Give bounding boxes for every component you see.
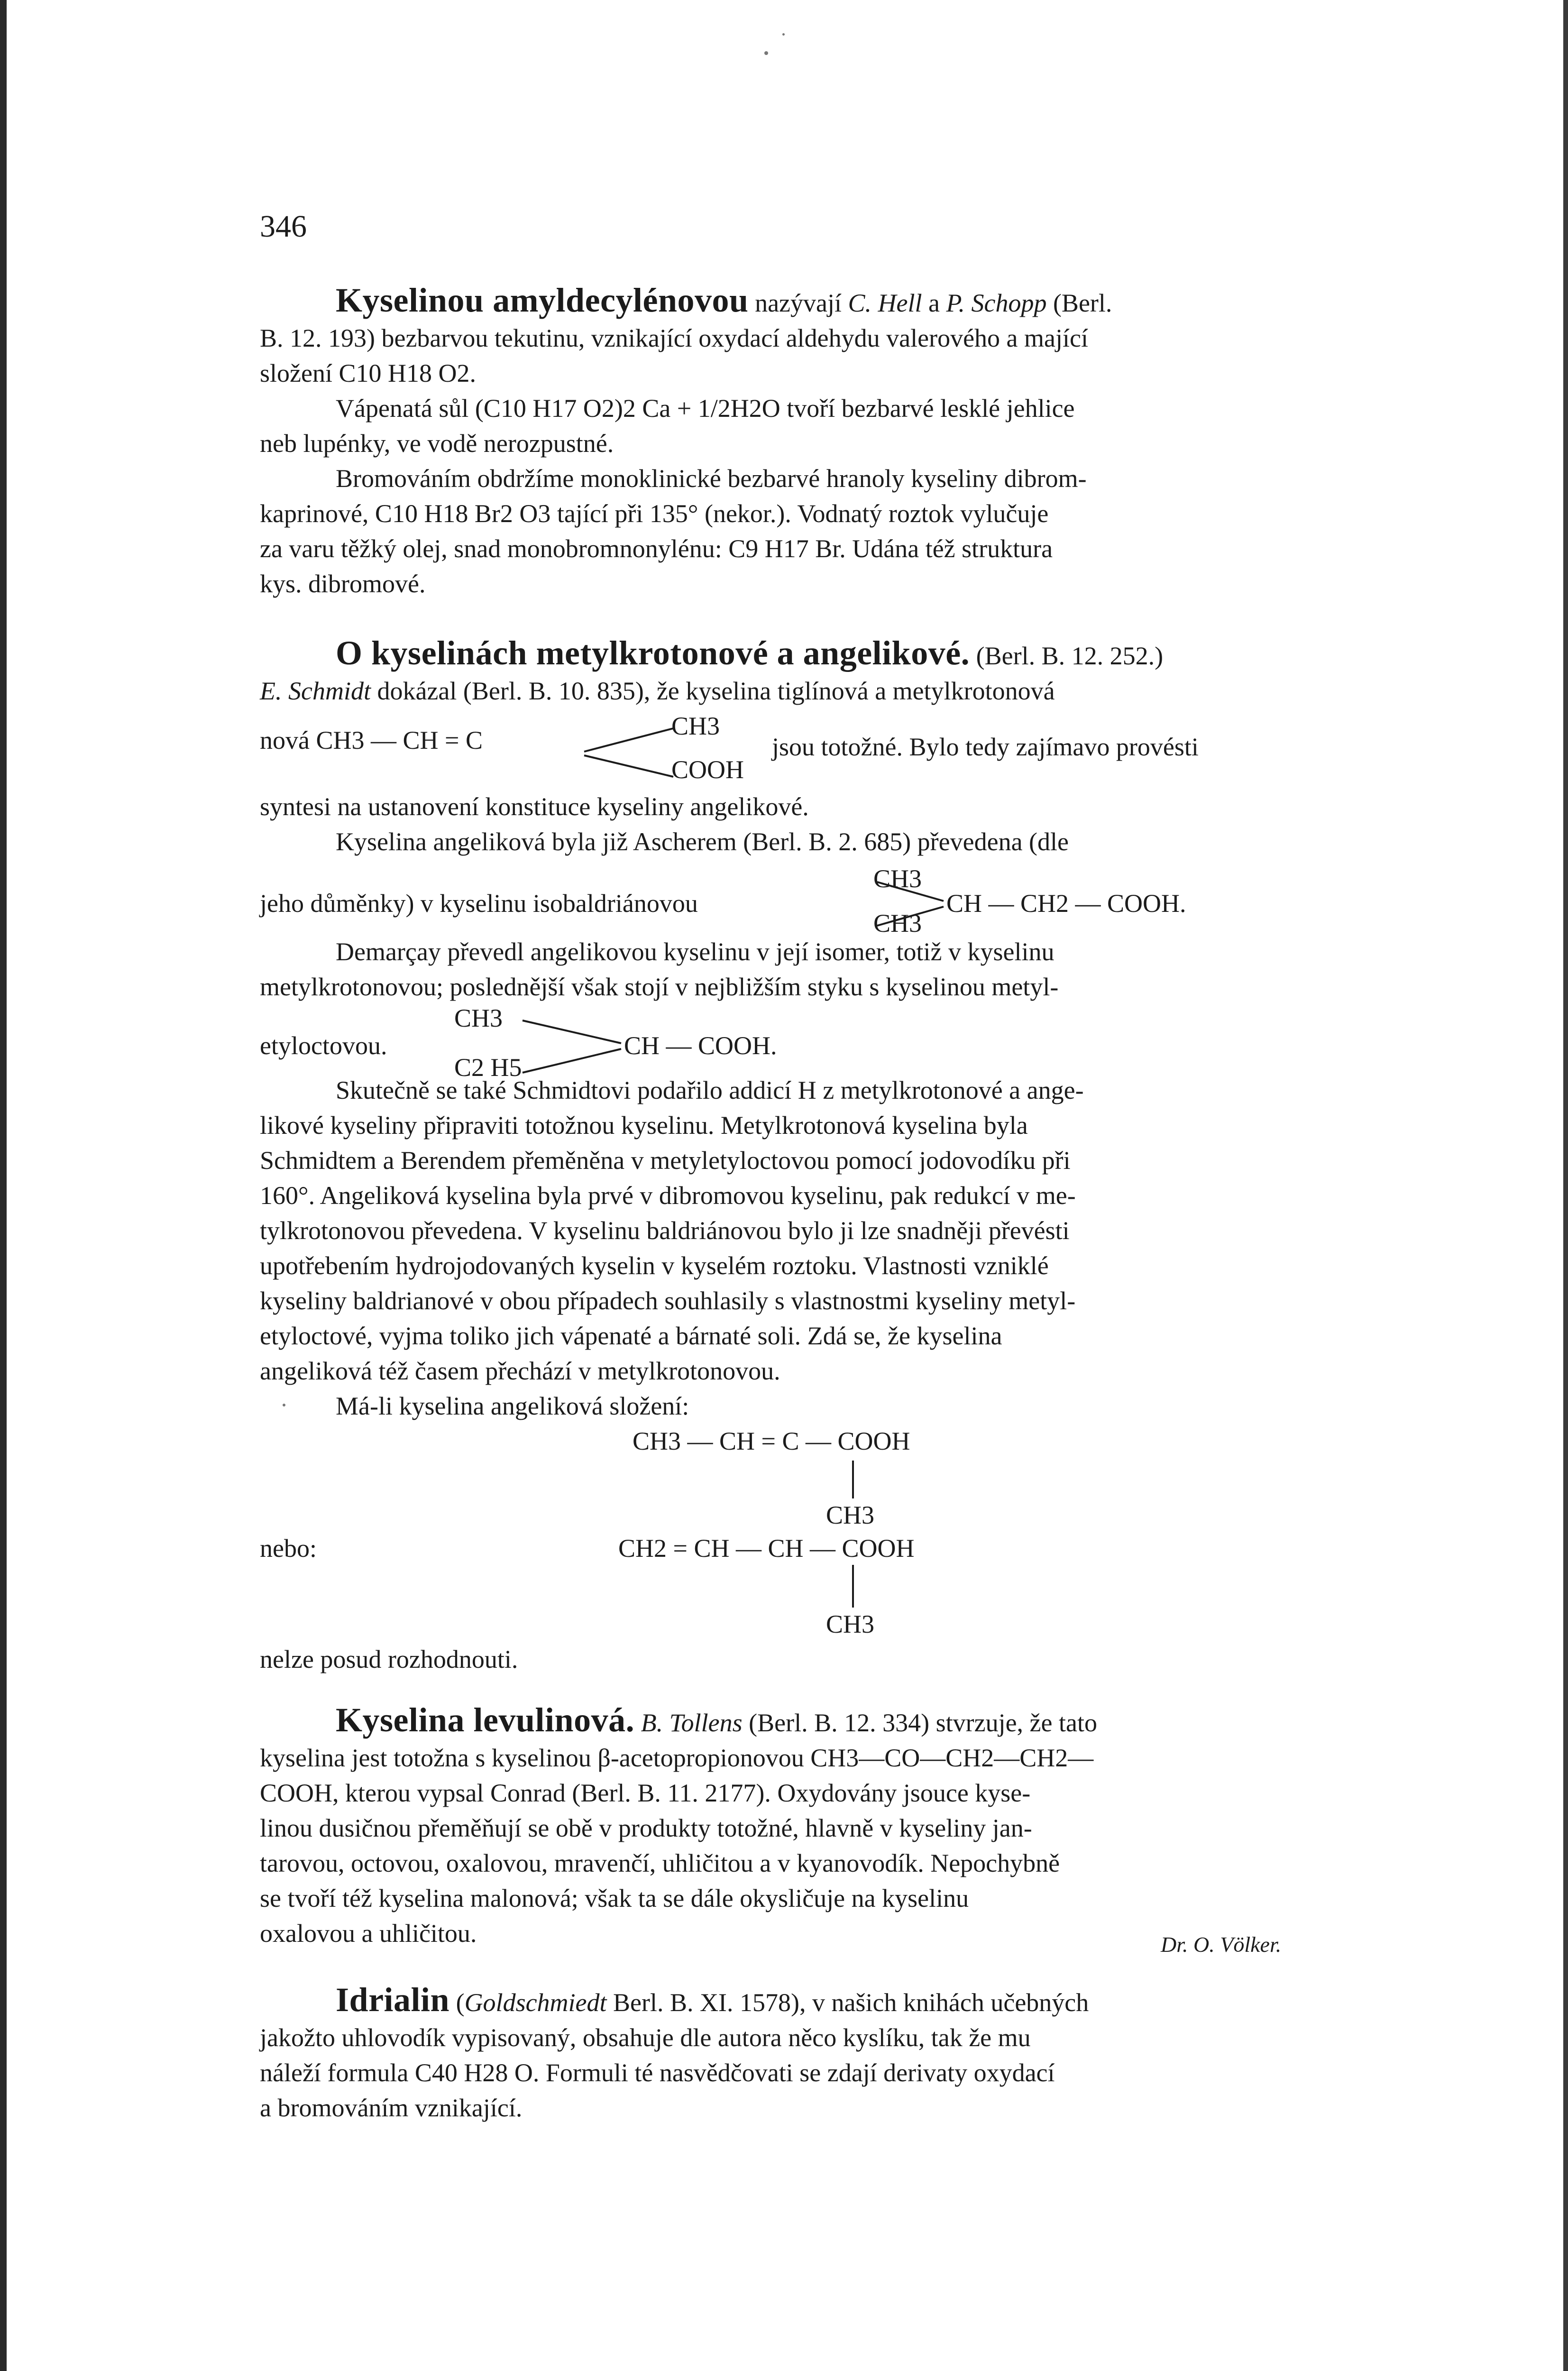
author-schmidt: E. Schmidt (260, 677, 371, 705)
section-metylkrotonova: O kyselinách metylkrotonové a angelikové. (Berl. B. 12. 252.) E. Schmidt dokázal (Berl. B. 10. 835), že kyselina tiglínová a metylkrotonová (260, 634, 1164, 705)
formula-metyletyloctova: CH — COOH. (624, 1031, 777, 1060)
text-line: angeliková též časem přechází v metylkrotonovou. (260, 1357, 780, 1385)
author-tollens: B. Tollens (641, 1709, 743, 1737)
page-number: 346 (260, 209, 307, 244)
text-line: oxalovou a uhličitou. (260, 1919, 477, 1948)
formula-tiglinova: nová CH3 — CH = C (260, 726, 483, 754)
text-line: tylkrotonovou převedena. V kyselinu baldriánovou bylo ji lze snadněji převésti (260, 1216, 1070, 1245)
text-line: a bromováním vznikající. (260, 2094, 523, 2122)
text-line: kyseliny baldrianové v obou případech souhlasily s vlastnostmi kyseliny metyl- (260, 1287, 1076, 1315)
text-line: B. 12. 193) bezbarvou tekutinu, vznikající oxydací aldehydu valerového a mající (260, 324, 1088, 352)
formula-upper: CH3 (454, 1004, 503, 1032)
text-line: složení C10 H18 O2. (260, 359, 476, 387)
text-line: Má-li kyselina angeliková složení: (336, 1392, 689, 1420)
text-line: nelze posud rozhodnouti. (260, 1645, 518, 1673)
nebo-label: nebo: (260, 1534, 317, 1562)
text-line: etyloctové, vyjma toliko jich vápenaté a bárnaté soli. Zdá se, že kyselina (260, 1322, 1002, 1350)
formula-upper: CH3 (671, 712, 720, 740)
text-line: etyloctovou. (260, 1031, 387, 1060)
heading-amyldecylenova: Kyselinou amyldecylénovou (336, 281, 749, 319)
text-line: jakožto uhlovodík vypisovaný, obsahuje dle autora něco kyslíku, tak že mu (260, 2023, 1031, 2052)
text-line: metylkrotonovou; poslednější však stojí v nejbližším styku s kyselinou metyl- (260, 973, 1059, 1001)
text-line: upotřebením hydrojodovaných kyselin v kyselém roztoku. Vlastnosti vzniklé (260, 1251, 1049, 1280)
heading-metylkrotonova: O kyselinách metylkrotonové a angelikové. (336, 634, 970, 672)
text-line: neb lupénky, ve vodě nerozpustné. (260, 429, 614, 458)
formula-structure-1-sub: CH3 (826, 1501, 875, 1529)
text-line: Kyselina angeliková byla již Ascherem (Berl. B. 2. 685) převedena (dle (336, 827, 1069, 856)
text-line: náleží formula C40 H28 O. Formuli té nasvědčovati se zdají derivaty oxydací (260, 2059, 1055, 2087)
formula-structure-2-sub: CH3 (826, 1610, 875, 1638)
text-line: COOH, kterou vypsal Conrad (Berl. B. 11. 2177). Oxydovány jsouce kyse- (260, 1779, 1031, 1807)
heading-levulinova: Kyselina levulinová. (336, 1701, 635, 1739)
text-line: Bromováním obdržíme monoklinické bezbarvé hranoly kyseliny dibrom- (336, 464, 1087, 493)
author-schopp: P. Schopp (946, 289, 1047, 317)
text-line: za varu těžký olej, snad monobromnonylénu: C9 H17 Br. Udána též struktura (260, 534, 1053, 563)
text-line: Demarçay převedl angelikovou kyselinu v její isomer, totiž v kyselinu (336, 937, 1055, 966)
formula-lower: CH3 (873, 909, 922, 937)
text-line: Schmidtem a Berendem přeměněna v metyletyloctovou pomocí jodovodíku při (260, 1146, 1071, 1175)
formula-structure-1: CH3 — CH = C — COOH (633, 1427, 910, 1455)
text-line: Skutečně se také Schmidtovi podařilo addicí H z metylkrotonové a ange- (336, 1076, 1084, 1104)
section-idrialin: Idrialin (Goldschmiedt Berl. B. XI. 1578), v našich knihách učebných jakožto uhlovodík vypisovaný, obsahuje dle autora něco kyslíku, tak že mu náleží formula C40 H28 O. Formuli té nasvědčovati se zdají derivaty oxydací a bromováním vznikající. (260, 1982, 1385, 2125)
author-goldschmiedt: Goldschmiedt (464, 1988, 607, 2017)
text-line: kyselina jest totožna s kyselinou β-acetopropionovou CH3—CO—CH2—CH2— (260, 1744, 1094, 1772)
text-line: se tvoří též kyselina malonová; však ta se dále okysličuje na kyselinu (260, 1884, 969, 1912)
formula-upper: CH3 (873, 864, 922, 893)
text-line: jeho důměnky) v kyselinu isobaldriánovou (260, 889, 698, 918)
text-line: tarovou, octovou, oxalovou, mravenčí, uhličitou a v kyanovodík. Nepochybně (260, 1849, 1060, 1877)
text-line: syntesi na ustanovení konstituce kyseliny angelikové. (260, 792, 809, 821)
text-line: linou dusičnou přeměňují se obě v produkty totožné, hlavně v kyseliny jan- (260, 1814, 1032, 1842)
text-line: kys. dibromové. (260, 570, 426, 598)
text-line: jsou totožné. Bylo tedy zajímavo provésti (772, 733, 1199, 761)
section-amyldecylenova: Kyselinou amyldecylénovou nazývají C. Hell a P. Schopp (Berl. B. 12. 193) bezbarvou tekutinu, vznikající oxydací aldehydu valerového a mající složení C10 H18 O2. Vápenatá sůl (C10 H17 O2)2 Ca + 1/2H2O tvoří bezbarvé lesklé jehlice neb lupénky, ve vodě nerozpustné. Bromováním obdržíme monoklinické bezbarvé hranoly kyseliny dibrom- kaprinové, C10 H18 Br2 O3 tající při 135° (nekor.). Vodnatý roztok vylučuje za varu těžký olej, snad monobromnonylénu: C9 H17 Br. Udána též struktura kys. dibromové. (260, 283, 1385, 601)
text-line: likové kyseliny připraviti totožnou kyselinu. Metylkrotonová kyselina byla (260, 1111, 1028, 1140)
section-levulinova: Kyselina levulinová. B. Tollens (Berl. B. 12. 334) stvrzuje, že tato kyselina jest totožna s kyselinou β-acetopropionovou CH3—CO—CH2—CH2— COOH, kterou vypsal Conrad (Berl. B. 11. 2177). Oxydovány jsouce kyse- linou dusičnou přeměňují se obě v produkty totožné, hlavně v kyseliny jan- tarovou, octovou, oxalovou, mravenčí, uhličitou a v kyanovodík. Nepochybně se tvoří též kyselina malonová; však ta se dále okysličuje na kyselinu oxalovou a uhličitou. (260, 1702, 1385, 1951)
author-hell: C. Hell (848, 289, 922, 317)
text-line: 160°. Angeliková kyselina byla prvé v dibromovou kyselinu, pak redukcí v me- (260, 1181, 1076, 1210)
text-line: kaprinové, C10 H18 Br2 O3 tající při 135° (nekor.). Vodnatý roztok vylučuje (260, 499, 1049, 528)
text-line: Vápenatá sůl (C10 H17 O2)2 Ca + 1/2H2O tvoří bezbarvé lesklé jehlice (336, 394, 1075, 423)
heading-idrialin: Idrialin (336, 1981, 450, 2019)
formula-isobaldrianova: CH — CH2 — COOH. (946, 889, 1186, 918)
signature-volker: Dr. O. Völker. (1161, 1932, 1282, 1957)
formula-structure-2: CH2 = CH — CH — COOH (618, 1534, 915, 1562)
formula-lower: COOH (671, 755, 744, 784)
formula-lower: C2 H5 (454, 1053, 522, 1082)
